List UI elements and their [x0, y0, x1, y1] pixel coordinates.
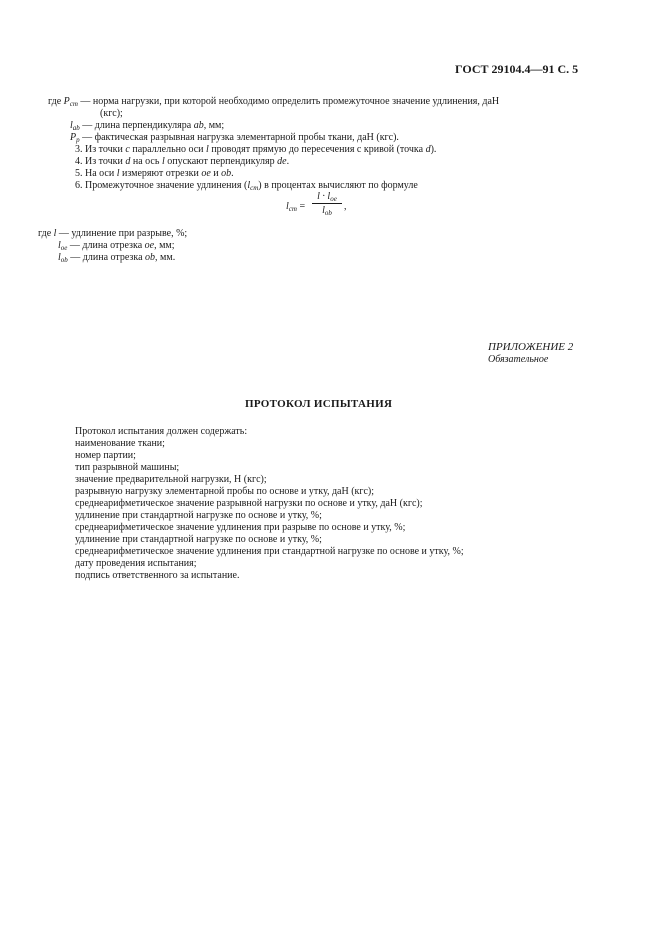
protocol-item: среднеарифметическое значение разрывной нагрузки по основе и утку, даН (кгс); — [75, 498, 423, 509]
step-3: 3. Из точки c параллельно оси l проводят прямую до пересечения с кривой (точка d). — [75, 144, 437, 155]
protocol-item: удлинение при стандартной нагрузке по основе и утку, %; — [75, 534, 322, 545]
formula-lhs: $l_{cm}$ = — [286, 201, 306, 213]
protocol-item: удлинение при стандартной нагрузке по основе и утку, %; — [75, 510, 322, 521]
appendix-status: Обязательное — [488, 354, 549, 365]
step-4: 4. Из точки d на ось l опускают перпендикуляр de. — [75, 156, 290, 167]
step-6: 6. Промежуточное значение удлинения $(l_{cm})$ в процентах вычисляют по формуле — [75, 180, 418, 192]
definition-p-cm-continuation: (кгс); — [100, 108, 123, 119]
protocol-item: среднеарифметическое значение удлинения при разрыве по основе и утку, %; — [75, 522, 406, 533]
protocol-items — [75, 438, 464, 582]
step-5: 5. На оси l измеряют отрезки oe и ob. — [75, 168, 234, 179]
definition-p-cm: где $P_{cm}$ — норма нагрузки, при которой необходимо определить промежуточное значение удлинения, даН — [48, 96, 500, 108]
definition-l: где l — удлинение при разрыве, %; — [38, 228, 188, 239]
protocol-item: наименование ткани; — [75, 438, 165, 449]
protocol-intro: Протокол испытания должен содержать: — [75, 426, 248, 437]
protocol-item: номер партии; — [75, 450, 136, 461]
protocol-item: дату проведения испытания; — [75, 558, 197, 569]
protocol-item: тип разрывной машины; — [75, 462, 180, 473]
appendix-label: ПРИЛОЖЕНИЕ 2 — [488, 341, 574, 353]
formula-tail: , — [344, 201, 347, 212]
protocol-item: подпись ответственного за испытание. — [75, 570, 240, 581]
definition-l-ab: $l_{ab}$ — длина перпендикуляра ab, мм; — [70, 120, 225, 132]
formula-numerator: $l \cdot l_{oe}$ — [317, 191, 337, 203]
formula-denominator: $l_{ob}$ — [322, 205, 332, 217]
page-header: ГОСТ 29104.4—91 С. 5 — [455, 62, 579, 76]
protocol-item: разрывную нагрузку элементарной пробы по основе и утку, даН (кгс); — [75, 486, 375, 497]
protocol-item: значение предварительной нагрузки, Н (кгс); — [75, 474, 267, 485]
fraction-bar — [312, 203, 342, 204]
protocol-item: среднеарифметическое значение удлинения при стандартной нагрузке по основе и утку, %; — [75, 546, 464, 557]
definition-l-ob: $l_{ob}$ — длина отрезка ob, мм. — [58, 252, 176, 264]
formula-fraction — [312, 191, 342, 216]
definition-p-p: $P_p$ — фактическая разрывная нагрузка элементарной пробы ткани, даН (кгс). — [70, 132, 399, 144]
protocol-title: ПРОТОКОЛ ИСПЫТАНИЯ — [245, 398, 393, 410]
definition-l-oe: $l_{oe}$ — длина отрезка oe, мм; — [58, 240, 175, 252]
